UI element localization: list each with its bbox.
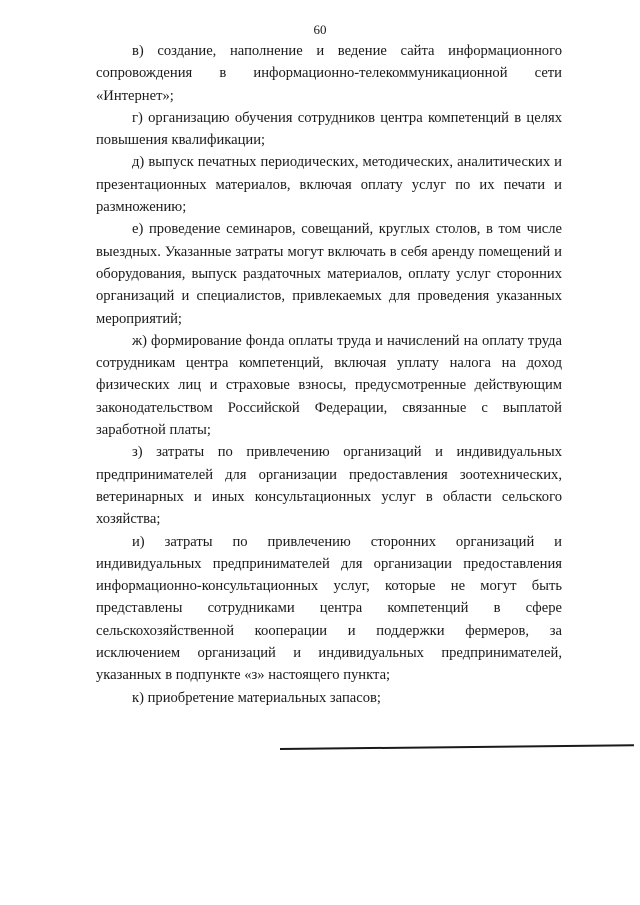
paragraph-d: д) выпуск печатных периодических, методических, аналитических и презентационных материалов, включая оплату услуг по их печати и размножению; [96,154,562,216]
paragraph-i: и) затраты по привлечению сторонних организаций и индивидуальных предпринимателей для организации предоставления информационно-консультационных услуг, которые не могут быть представлены сотрудниками центра компетенций в сфере сельскохозяйственной кооперации и поддержки фермеров, за исключением организаций и индивидуальных предпринимателей, указанных в подпункте «з» настоящего пункта; [96,533,562,684]
document-body [96,40,562,709]
page-number: 60 [313,22,327,37]
paragraph-v: в) создание, наполнение и ведение сайта информационного сопровождения в информационно-телекоммуникационной сети «Интернет»; [96,43,562,104]
paragraph-z: з) затраты по привлечению организаций и индивидуальных предпринимателей для организации предоставления зоотехнических, ветеринарных и иных консультационных услуг в области сельского хозяйства; [96,444,562,528]
paragraph-e: е) проведение семинаров, совещаний, круглых столов, в том числе выездных. Указанные затраты могут включать в себя аренду помещений и оборудования, выпуск раздаточных материалов, оплату услуг сторонних организаций и специалистов, привлекаемых для проведения указанных мероприятий; [96,221,562,327]
paragraph-k: к) приобретение материальных запасов; [132,689,381,706]
end-rule [280,744,634,750]
paragraph-zh: ж) формирование фонда оплаты труда и начислений на оплату труда сотрудникам центра компетенций, включая уплату налога на доход физических лиц и страховые взносы, предусмотренные действующим законодательством Российской Федерации, связанные с выплатой заработной платы; [96,332,562,439]
paragraph-g: г) организацию обучения сотрудников центра компетенций в целях повышения квалификации; [96,109,562,149]
